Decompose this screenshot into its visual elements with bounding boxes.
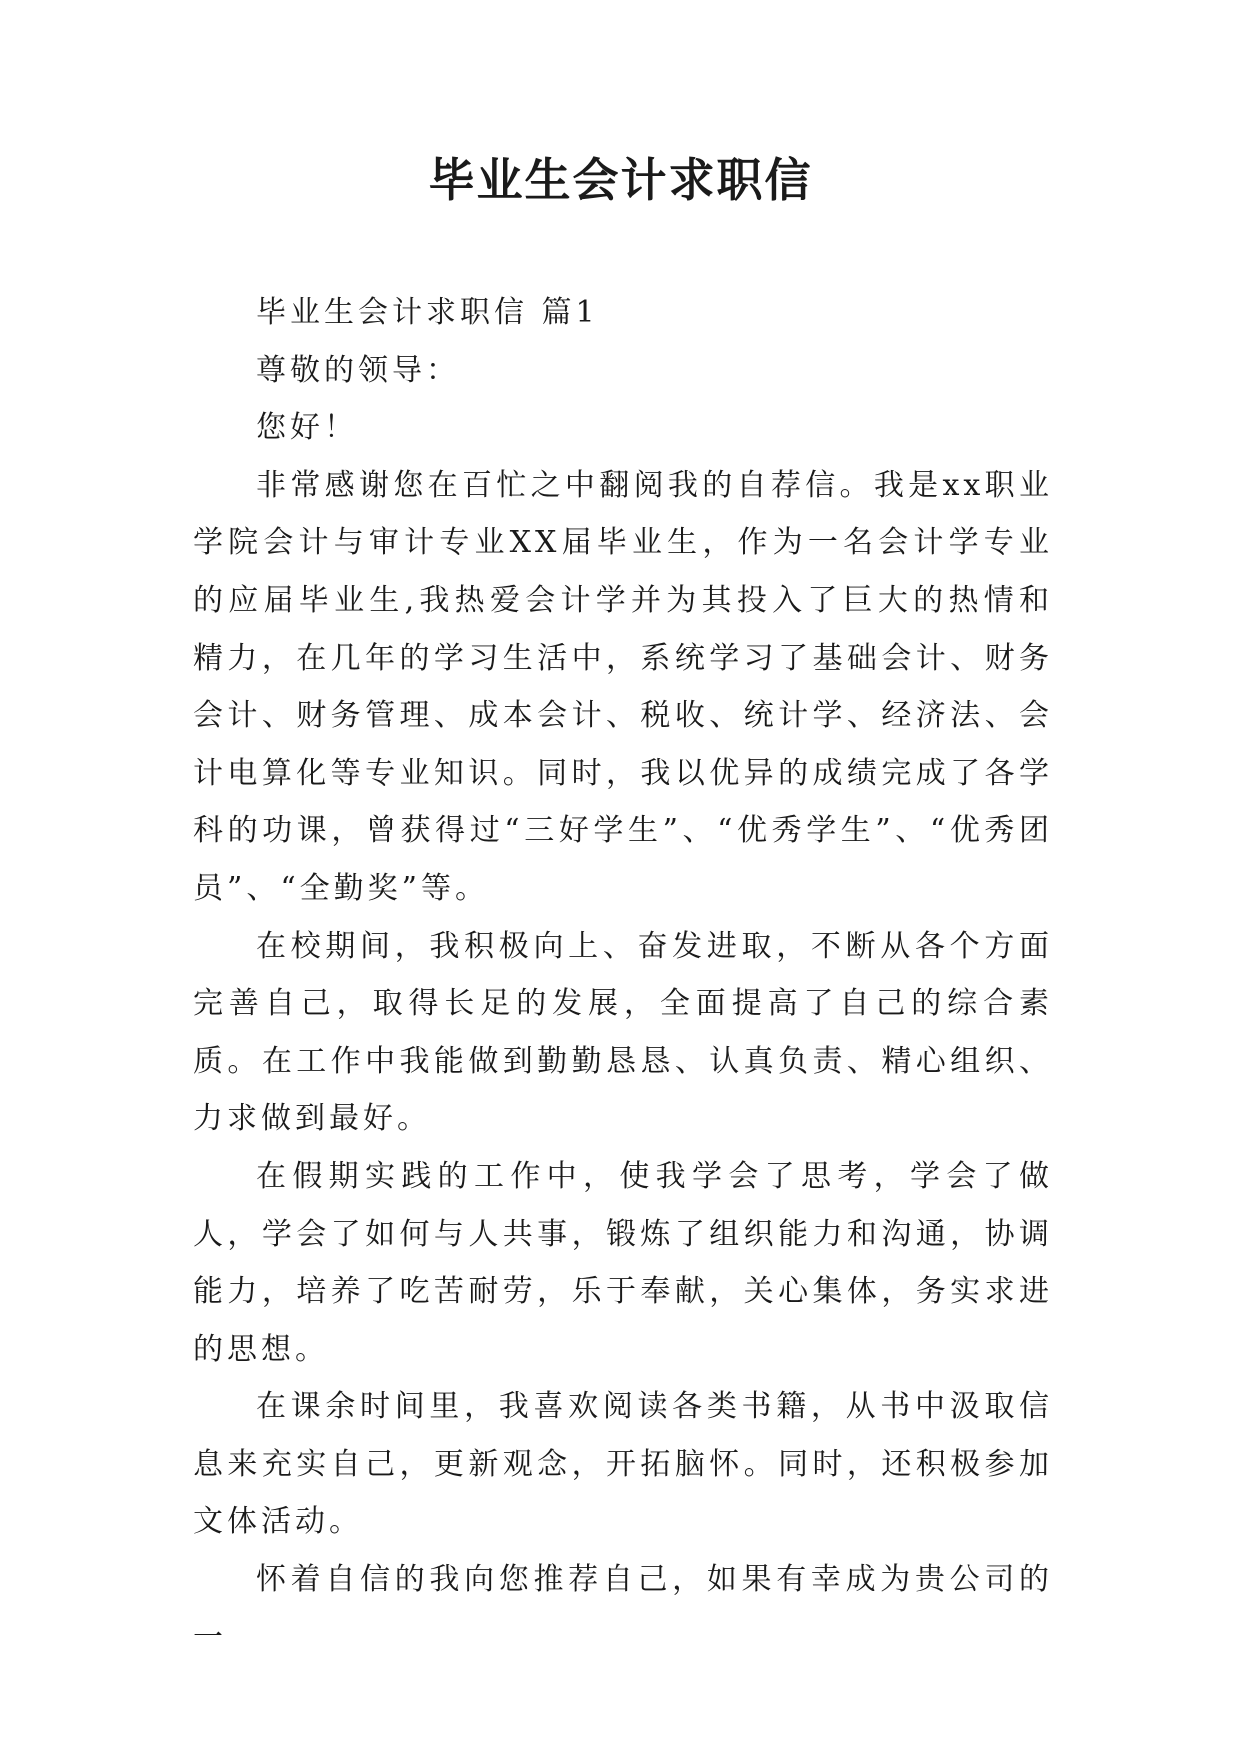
paragraph-practice: 在假期实践的工作中，使我学会了思考，学会了做人，学会了如何与人共事，锻炼了组织能力和沟通，协调能力，培养了吃苦耐劳，乐于奉献，关心集体，务实求进的思想。 [193,1158,1053,1367]
document-body [193,284,1053,1666]
paragraph-spare-time: 在课余时间里，我喜欢阅读各类书籍，从书中汲取信息来充实自己，更新观念，开拓脑怀。同时，还积极参加文体活动。 [193,1389,1053,1540]
salutation: 尊敬的领导： [256,352,460,388]
document-title: 毕业生会计求职信 [428,153,813,207]
paragraph-introduction: 非常感谢您在百忙之中翻阅我的自荐信。我是xx职业学院会计与审计专业XX届毕业生，作为一名会计学专业的应届毕业生,我热爱会计学并为其投入了巨大的热情和精力，在几年的学习生活中，系统学习了基础会计、财务会计、财务管理、成本会计、税收、统计学、经济法、会计电算化等专业知识。同时，我以优异的成绩完成了各学科的功课，曾获得过“三好学生”、“优秀学生”、“优秀团员”、“全勤奖”等。 [193,467,1053,906]
section-heading: 毕业生会计求职信 篇1 [256,295,599,330]
greeting: 您好！ [256,410,358,446]
paragraph-closing: 怀着自信的我向您推荐自己，如果有幸成为贵公司的一 [193,1562,1053,1655]
paragraph-school-period: 在校期间，我积极向上、奋发进取，不断从各个方面完善自己，取得长足的发展，全面提高了自己的综合素质。在工作中我能做到勤勤恳恳、认真负责、精心组织、力求做到最好。 [193,928,1053,1137]
